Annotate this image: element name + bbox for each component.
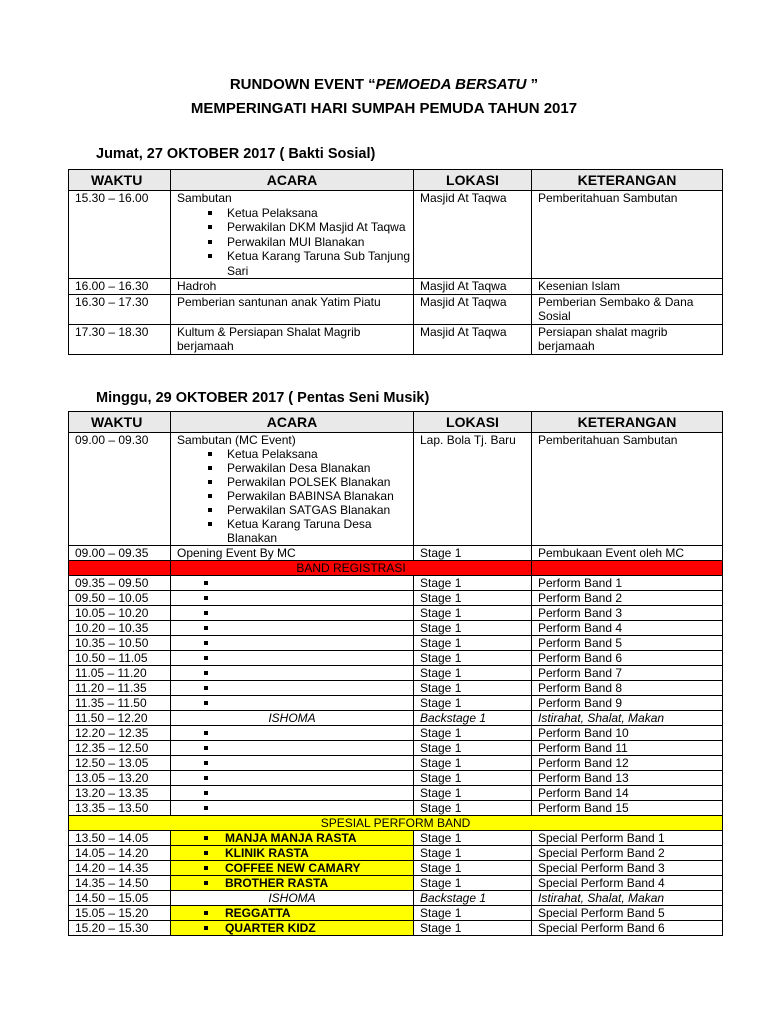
lokasi-cell: Masjid At Taqwa: [414, 191, 532, 279]
lokasi-cell: Stage 1: [414, 576, 532, 591]
list-item: Perwakilan SATGAS Blanakan: [205, 503, 413, 517]
acara-text: Sambutan: [177, 191, 232, 205]
lokasi-cell: Stage 1: [414, 801, 532, 816]
waktu-cell: 11.50 – 12.20: [69, 711, 171, 726]
band-name: MANJA MANJA RASTA: [177, 831, 413, 845]
bullet-mark: [177, 666, 413, 680]
waktu-cell: 11.20 – 11.35: [69, 681, 171, 696]
list-item: Perwakilan BABINSA Blanakan: [205, 489, 413, 503]
table-row: [69, 576, 723, 591]
waktu-cell: 12.50 – 13.05: [69, 756, 171, 771]
keterangan-cell: Perform Band 4: [532, 621, 723, 636]
acara-cell: [171, 876, 414, 891]
waktu-cell: 14.20 – 14.35: [69, 861, 171, 876]
keterangan-cell: Perform Band 11: [532, 741, 723, 756]
lokasi-cell: Backstage 1: [414, 711, 532, 726]
band-name: KLINIK RASTA: [177, 846, 413, 860]
waktu-cell: 12.20 – 12.35: [69, 726, 171, 741]
table-row: [69, 606, 723, 621]
band-name: BROTHER RASTA: [177, 876, 413, 890]
acara-cell: [171, 606, 414, 621]
lokasi-cell: Stage 1: [414, 756, 532, 771]
special-perform-section-row: [69, 816, 723, 831]
acara-cell: [171, 771, 414, 786]
keterangan-cell: Perform Band 6: [532, 651, 723, 666]
keterangan-cell: Persiapan shalat magrib berjamaah: [532, 324, 723, 354]
acara-cell: [171, 831, 414, 846]
lokasi-cell: Stage 1: [414, 666, 532, 681]
waktu-cell: 10.20 – 10.35: [69, 621, 171, 636]
acara-cell: [171, 666, 414, 681]
acara-cell: [171, 756, 414, 771]
lokasi-cell: Stage 1: [414, 771, 532, 786]
lokasi-cell: Stage 1: [414, 546, 532, 561]
waktu-cell: 17.30 – 18.30: [69, 324, 171, 354]
keterangan-cell: Perform Band 13: [532, 771, 723, 786]
acara-cell: [171, 651, 414, 666]
waktu-cell: 13.50 – 14.05: [69, 831, 171, 846]
keterangan-cell: Special Perform Band 2: [532, 846, 723, 861]
waktu-cell: 14.05 – 14.20: [69, 846, 171, 861]
bullet-mark: [177, 651, 413, 665]
document-subtitle: MEMPERINGATI HARI SUMPAH PEMUDA TAHUN 2017: [190, 100, 578, 117]
bullet-mark: [177, 771, 413, 785]
keterangan-cell: Pemberitahuan Sambutan: [532, 191, 723, 279]
waktu-cell: 16.30 – 17.30: [69, 294, 171, 324]
table-header-row: [69, 412, 723, 433]
table-row: [69, 651, 723, 666]
table-row: [69, 681, 723, 696]
acara-cell: [171, 846, 414, 861]
lokasi-cell: Stage 1: [414, 831, 532, 846]
document-title: RUNDOWN EVENT “PEMOEDA BERSATU ”: [229, 76, 539, 93]
keterangan-cell: Perform Band 5: [532, 636, 723, 651]
table-row: [69, 433, 723, 546]
acara-cell: ISHOMA: [171, 891, 414, 906]
waktu-cell: 13.05 – 13.20: [69, 771, 171, 786]
waktu-cell: 12.35 – 12.50: [69, 741, 171, 756]
keterangan-cell: Pemberian Sembako & Dana Sosial: [532, 294, 723, 324]
table-row: [69, 279, 723, 295]
lokasi-cell: Stage 1: [414, 726, 532, 741]
band-name: QUARTER KIDZ: [177, 921, 413, 935]
lokasi-cell: Stage 1: [414, 621, 532, 636]
acara-cell: [171, 433, 414, 546]
bullet-mark: [177, 606, 413, 620]
col-lokasi: LOKASI: [414, 170, 532, 191]
acara-cell: Pemberian santunan anak Yatim Piatu: [171, 294, 414, 324]
bullet-mark: [177, 801, 413, 815]
table-row: [69, 801, 723, 816]
lokasi-cell: Stage 1: [414, 846, 532, 861]
keterangan-cell: Istirahat, Shalat, Makan: [532, 711, 723, 726]
table-row: [69, 741, 723, 756]
keterangan-cell: Perform Band 12: [532, 756, 723, 771]
acara-cell: [171, 591, 414, 606]
band-name: REGGATTA: [177, 906, 413, 920]
keterangan-cell: Special Perform Band 1: [532, 831, 723, 846]
keterangan-cell: Special Perform Band 4: [532, 876, 723, 891]
col-waktu: WAKTU: [69, 412, 171, 433]
special-band-row: [69, 846, 723, 861]
waktu-cell: 15.30 – 16.00: [69, 191, 171, 279]
lokasi-cell: Stage 1: [414, 591, 532, 606]
ishoma-row: [69, 891, 723, 906]
list-item: Perwakilan Desa Blanakan: [205, 461, 413, 475]
special-band-row: [69, 861, 723, 876]
list-item: Perwakilan DKM Masjid At Taqwa: [205, 220, 413, 235]
bullet-mark: [177, 591, 413, 605]
list-item: Ketua Karang Taruna Desa Blanakan: [205, 517, 413, 545]
waktu-cell: 09.00 – 09.30: [69, 433, 171, 546]
table-row: [69, 756, 723, 771]
bullet-mark: [177, 681, 413, 695]
lokasi-cell: Masjid At Taqwa: [414, 279, 532, 295]
keterangan-cell: Perform Band 15: [532, 801, 723, 816]
table-row: [69, 696, 723, 711]
waktu-cell: 14.35 – 14.50: [69, 876, 171, 891]
lokasi-cell: Stage 1: [414, 921, 532, 936]
table-row: [69, 726, 723, 741]
table-row: [69, 771, 723, 786]
acara-cell: [171, 861, 414, 876]
table-row: [69, 666, 723, 681]
keterangan-cell: Perform Band 1: [532, 576, 723, 591]
table-row: [69, 324, 723, 354]
lokasi-cell: Stage 1: [414, 786, 532, 801]
bullet-mark: [177, 696, 413, 710]
table-row: [69, 786, 723, 801]
keterangan-cell: Perform Band 9: [532, 696, 723, 711]
waktu-cell: 15.05 – 15.20: [69, 906, 171, 921]
list-item: Ketua Pelaksana: [205, 206, 413, 221]
acara-cell: [171, 191, 414, 279]
waktu-cell: 09.00 – 09.35: [69, 546, 171, 561]
lokasi-cell: Stage 1: [414, 696, 532, 711]
acara-cell: Hadroh: [171, 279, 414, 295]
col-acara: ACARA: [171, 412, 414, 433]
table-row: [69, 191, 723, 279]
lokasi-cell: Masjid At Taqwa: [414, 324, 532, 354]
acara-cell: [171, 681, 414, 696]
lokasi-cell: Stage 1: [414, 651, 532, 666]
col-keterangan: KETERANGAN: [532, 170, 723, 191]
day1-heading: Jumat, 27 OKTOBER 2017 ( Bakti Sosial): [96, 146, 376, 162]
waktu-cell: 10.50 – 11.05: [69, 651, 171, 666]
speaker-list: [177, 206, 413, 279]
lokasi-cell: Lap. Bola Tj. Baru: [414, 433, 532, 546]
bullet-mark: [177, 576, 413, 590]
special-band-row: [69, 906, 723, 921]
lokasi-cell: Masjid At Taqwa: [414, 294, 532, 324]
acara-cell: [171, 576, 414, 591]
list-item: Ketua Karang Taruna Sub Tanjung Sari: [205, 249, 413, 278]
acara-cell: ISHOMA: [171, 711, 414, 726]
waktu-cell: 10.35 – 10.50: [69, 636, 171, 651]
lokasi-cell: Stage 1: [414, 606, 532, 621]
keterangan-cell: Istirahat, Shalat, Makan: [532, 891, 723, 906]
keterangan-cell: Perform Band 3: [532, 606, 723, 621]
acara-cell: [171, 801, 414, 816]
lokasi-cell: Stage 1: [414, 741, 532, 756]
lokasi-cell: Stage 1: [414, 681, 532, 696]
section-label: BAND REGISTRASI: [171, 561, 532, 576]
acara-cell: [171, 636, 414, 651]
acara-cell: Kultum & Persiapan Shalat Magrib berjamaah: [171, 324, 414, 354]
keterangan-cell: Pembukaan Event oleh MC: [532, 546, 723, 561]
lokasi-cell: Stage 1: [414, 861, 532, 876]
event-name: PEMOEDA BERSATU: [375, 76, 527, 93]
special-band-row: [69, 921, 723, 936]
waktu-cell: 11.05 – 11.20: [69, 666, 171, 681]
table-row: [69, 294, 723, 324]
waktu-cell: 10.05 – 10.20: [69, 606, 171, 621]
day2-heading: Minggu, 29 OKTOBER 2017 ( Pentas Seni Musik): [96, 390, 430, 406]
ishoma-row: [69, 711, 723, 726]
bullet-mark: [177, 726, 413, 740]
bullet-mark: [177, 756, 413, 770]
col-acara: ACARA: [171, 170, 414, 191]
day2-schedule-table: [68, 411, 723, 936]
table-row: [69, 546, 723, 561]
waktu-cell: 13.35 – 13.50: [69, 801, 171, 816]
keterangan-cell: Special Perform Band 5: [532, 906, 723, 921]
keterangan-cell: Perform Band 8: [532, 681, 723, 696]
acara-cell: [171, 741, 414, 756]
keterangan-cell: Pemberitahuan Sambutan: [532, 433, 723, 546]
table-row: [69, 636, 723, 651]
acara-text: Sambutan (MC Event): [177, 433, 296, 447]
table-row: [69, 621, 723, 636]
waktu-cell: 14.50 – 15.05: [69, 891, 171, 906]
acara-cell: [171, 621, 414, 636]
bullet-mark: [177, 786, 413, 800]
col-lokasi: LOKASI: [414, 412, 532, 433]
acara-cell: Opening Event By MC: [171, 546, 414, 561]
keterangan-cell: Special Perform Band 3: [532, 861, 723, 876]
special-band-row: [69, 831, 723, 846]
col-waktu: WAKTU: [69, 170, 171, 191]
acara-cell: [171, 906, 414, 921]
list-item: Perwakilan MUI Blanakan: [205, 235, 413, 250]
keterangan-cell: Perform Band 10: [532, 726, 723, 741]
table-header-row: [69, 170, 723, 191]
waktu-cell: 11.35 – 11.50: [69, 696, 171, 711]
list-item: Ketua Pelaksana: [205, 447, 413, 461]
bullet-mark: [177, 621, 413, 635]
band-registrasi-section-row: [69, 561, 723, 576]
speaker-list: [177, 447, 413, 545]
lokasi-cell: Backstage 1: [414, 891, 532, 906]
col-keterangan: KETERANGAN: [532, 412, 723, 433]
acara-cell: [171, 921, 414, 936]
keterangan-cell: Kesenian Islam: [532, 279, 723, 295]
keterangan-cell: Perform Band 7: [532, 666, 723, 681]
keterangan-cell: Special Perform Band 6: [532, 921, 723, 936]
acara-cell: [171, 726, 414, 741]
lokasi-cell: Stage 1: [414, 876, 532, 891]
acara-cell: [171, 696, 414, 711]
band-name: COFFEE NEW CAMARY: [177, 861, 413, 875]
lokasi-cell: Stage 1: [414, 906, 532, 921]
list-item: Perwakilan POLSEK Blanakan: [205, 475, 413, 489]
acara-cell: [171, 786, 414, 801]
special-band-row: [69, 876, 723, 891]
table-row: [69, 591, 723, 606]
lokasi-cell: Stage 1: [414, 636, 532, 651]
waktu-cell: 09.35 – 09.50: [69, 576, 171, 591]
waktu-cell: 15.20 – 15.30: [69, 921, 171, 936]
day1-schedule-table: [68, 169, 723, 355]
bullet-mark: [177, 741, 413, 755]
keterangan-cell: Perform Band 14: [532, 786, 723, 801]
waktu-cell: 13.20 – 13.35: [69, 786, 171, 801]
keterangan-cell: Perform Band 2: [532, 591, 723, 606]
section-label: SPESIAL PERFORM BAND: [69, 816, 723, 831]
waktu-cell: 16.00 – 16.30: [69, 279, 171, 295]
bullet-mark: [177, 636, 413, 650]
waktu-cell: 09.50 – 10.05: [69, 591, 171, 606]
